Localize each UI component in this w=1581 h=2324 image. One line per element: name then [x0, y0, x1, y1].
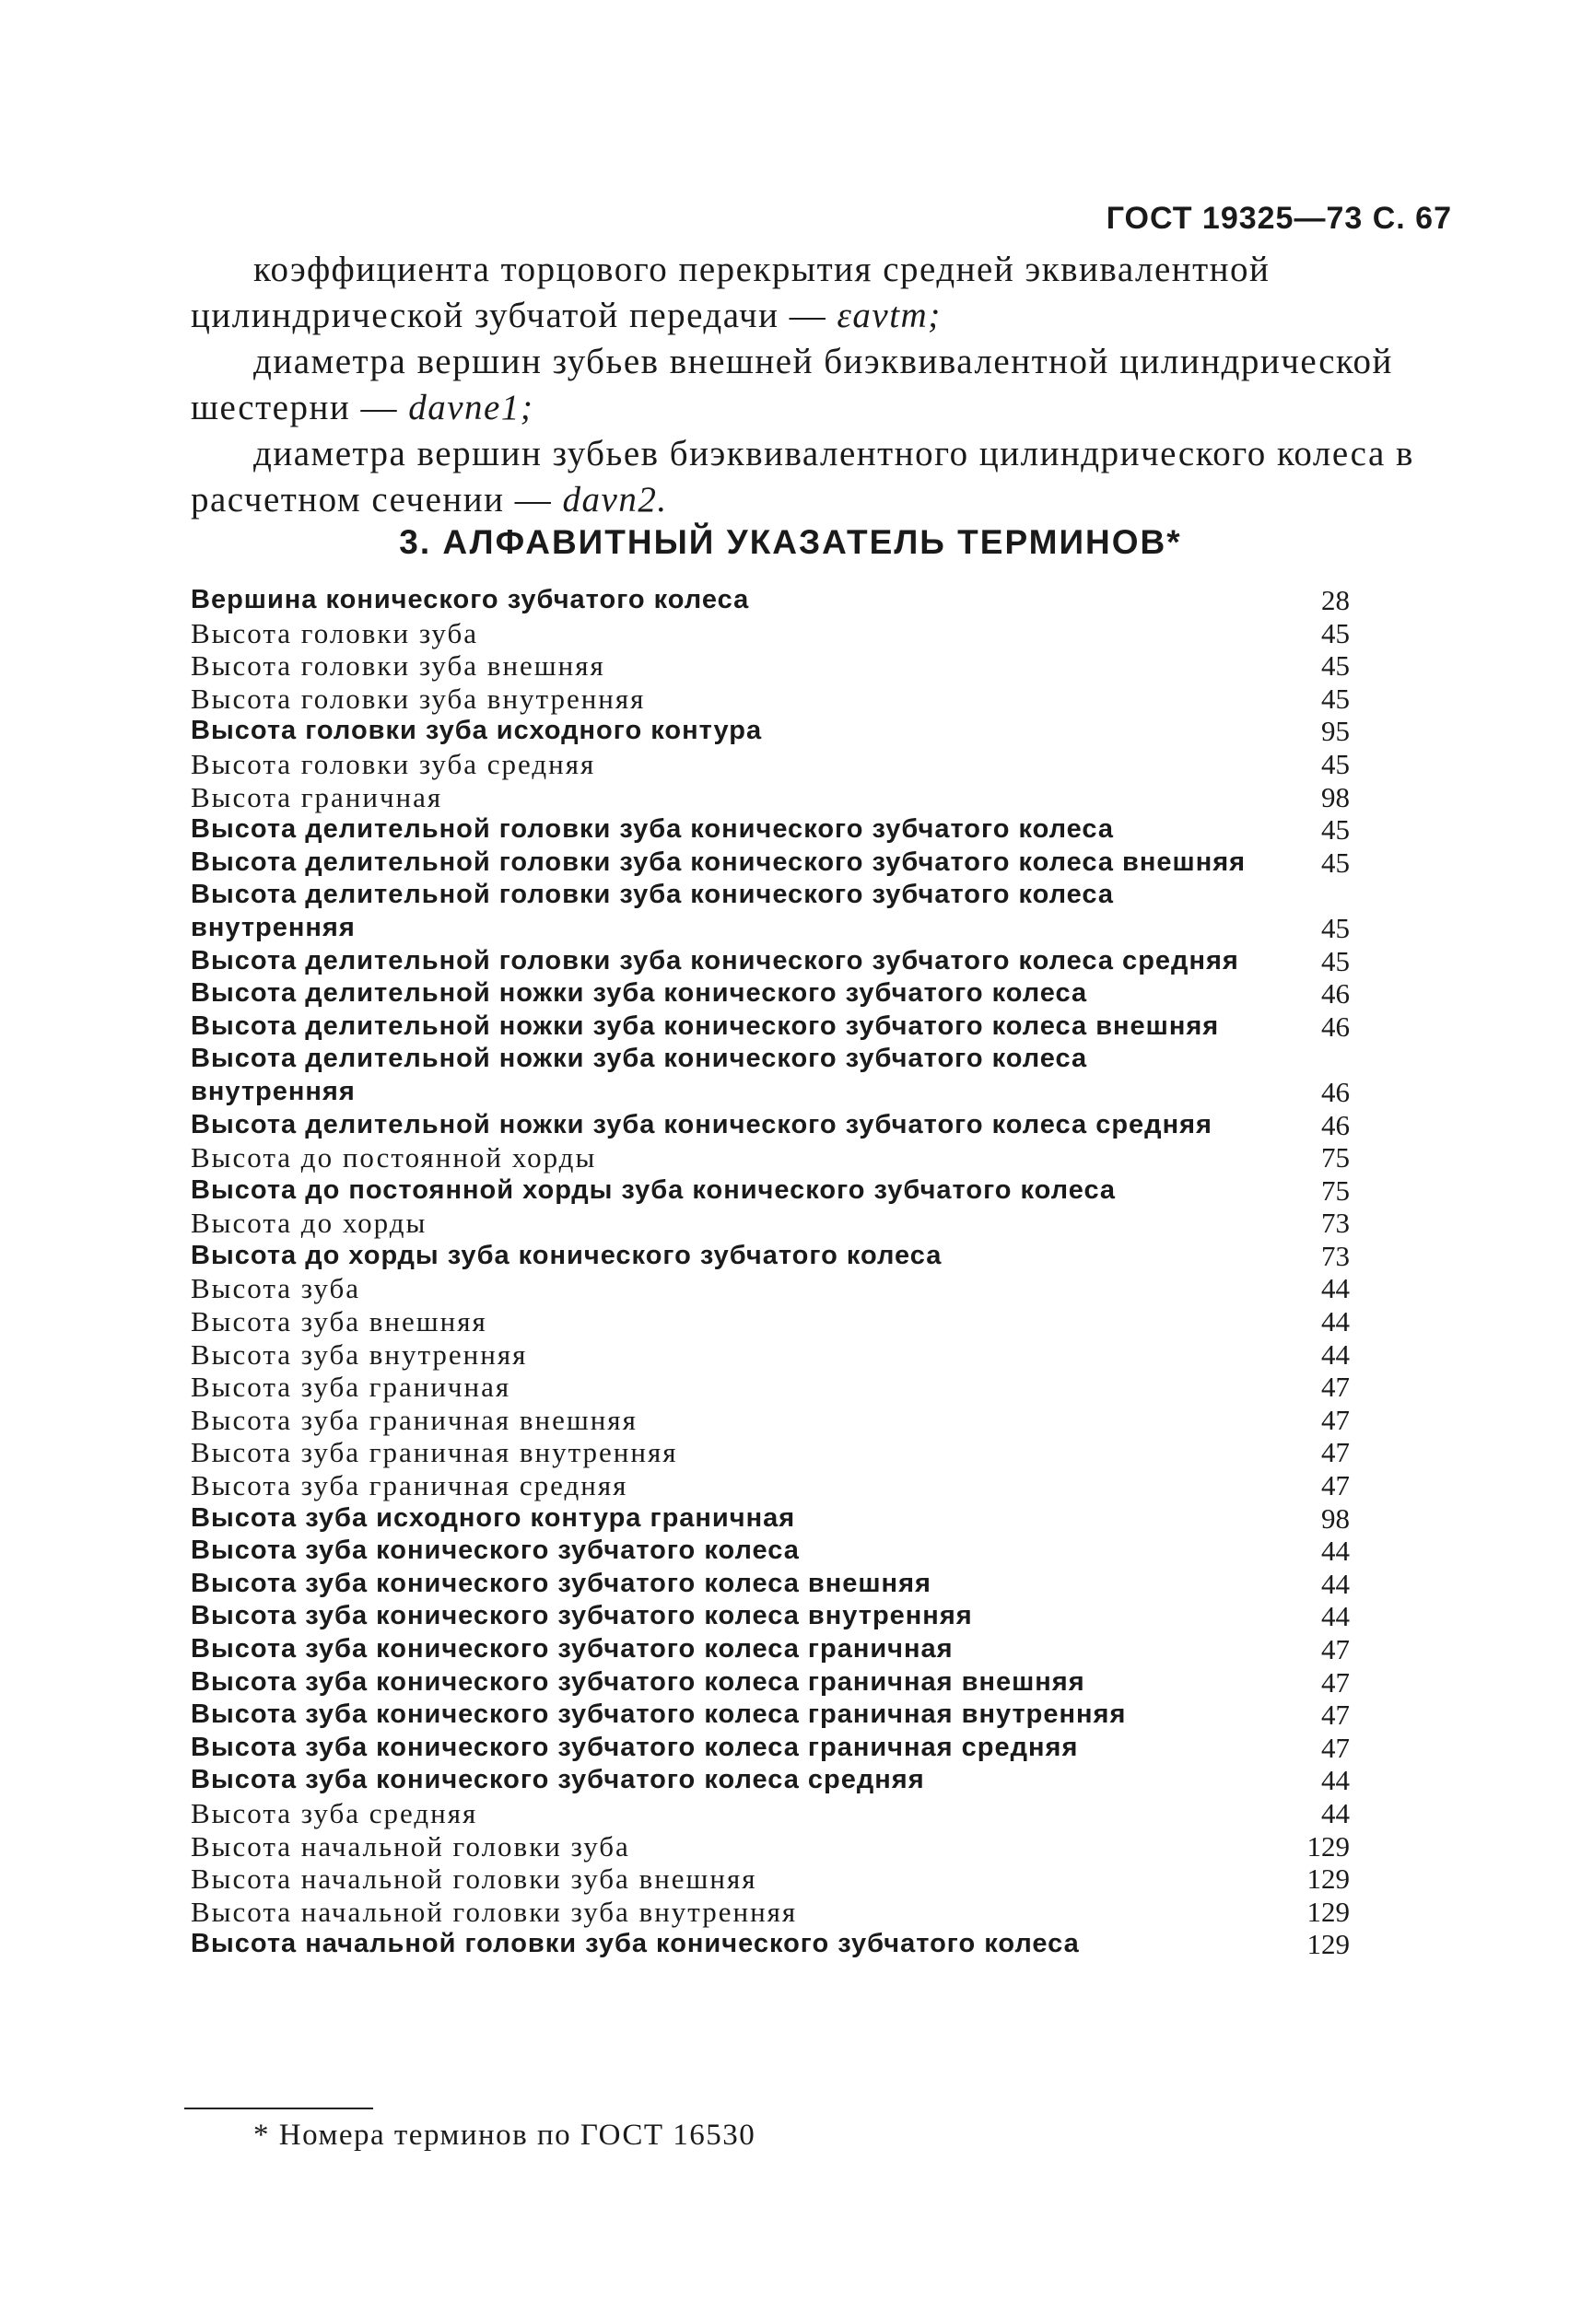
index-entry-term: Высота до постоянной хорды зуба конического зубчатого колеса: [191, 1174, 1117, 1205]
index-entry: [191, 1174, 1350, 1208]
index-entry-number: 46: [1321, 1075, 1350, 1108]
index-entry: [191, 1600, 1350, 1633]
index-entry-term: Высота зуба средняя: [191, 1796, 478, 1829]
index-entry: [191, 715, 1350, 748]
intro-paragraph-2: [191, 339, 1453, 431]
index-entry-number: 47: [1321, 1371, 1350, 1404]
index-entry-term: Высота зуба граничная внутренняя: [191, 1436, 678, 1469]
index-entry-number: 47: [1321, 1403, 1350, 1436]
index-entry: [191, 617, 1350, 650]
index-entry-number: 46: [1321, 977, 1350, 1010]
index-entry-term: Высота начальной головки зуба внешняя: [191, 1863, 757, 1896]
index-entry-term: Высота делительной ножки зуба конического зубчатого колеса: [191, 978, 1088, 1009]
index-entry: [191, 1633, 1350, 1666]
index-entry: [191, 977, 1350, 1010]
index-entry: [191, 1896, 1350, 1929]
index-entry-number: 47: [1321, 1731, 1350, 1764]
index-entry: [191, 1830, 1350, 1863]
index-entry-number: 44: [1321, 1305, 1350, 1338]
index-entry: [191, 1043, 1350, 1108]
index-entry-term: Высота начальной головки зуба конического зубчатого колеса: [191, 1929, 1080, 1959]
index-entry-term: Высота зуба конического зубчатого колеса внутренняя: [191, 1601, 973, 1631]
index-entry-term: Высота зуба конического зубчатого колеса граничная средняя: [191, 1732, 1079, 1762]
index-entry: [191, 1240, 1350, 1273]
index-entry: [191, 1272, 1350, 1305]
index-entry-term: Высота зуба конического зубчатого колеса граничная: [191, 1634, 954, 1664]
index-entry-number: 44: [1321, 1337, 1350, 1371]
index-entry: [191, 748, 1350, 781]
index-entry-term: Высота делительной головки зуба конического зубчатого колеса: [191, 814, 1115, 845]
index-entry-term: Высота головки зуба внутренняя: [191, 682, 646, 715]
index-entry-number: 45: [1321, 616, 1350, 649]
index-entry: [191, 683, 1350, 716]
index-entry-number: 47: [1321, 1633, 1350, 1665]
index-entry-term: Высота граничная: [191, 780, 443, 813]
index-entry: [191, 1338, 1350, 1372]
symbol-epsilon-avtm: εavtm;: [837, 296, 942, 335]
term-index: [191, 584, 1350, 1961]
intro-paragraph-3-text: диаметра вершин зубьев биэквивалентного цилиндрического колеса в расчетном сечении —: [191, 434, 1414, 520]
index-entry-number: 75: [1321, 1141, 1350, 1174]
index-entry: [191, 1207, 1350, 1240]
index-entry: [191, 649, 1350, 683]
index-entry-term: Высота зуба конического зубчатого колеса граничная внешняя: [191, 1666, 1085, 1697]
index-entry-term: Высота до постоянной хорды: [191, 1141, 597, 1174]
index-entry-term: Высота начальной головки зуба: [191, 1829, 630, 1863]
index-entry: [191, 945, 1350, 978]
symbol-davn2: davn2.: [562, 480, 668, 520]
index-entry-term: Высота зуба конического зубчатого колеса: [191, 1536, 800, 1566]
index-entry-number: 28: [1321, 584, 1350, 616]
index-entry-term: Высота зуба граничная средняя: [191, 1469, 628, 1502]
index-entry: [191, 1666, 1350, 1699]
index-entry: [191, 1404, 1350, 1437]
index-entry-term: Высота головки зуба: [191, 616, 479, 649]
index-entry-term: Вершина конического зубчатого колеса: [191, 585, 750, 614]
index-entry-term: Высота головки зуба средняя: [191, 747, 596, 780]
intro-paragraph-1: [191, 247, 1453, 339]
index-entry-term: Высота до хорды зуба конического зубчатого колеса: [191, 1240, 943, 1270]
index-entry: [191, 1863, 1350, 1896]
index-entry: [191, 1305, 1350, 1338]
index-entry: [191, 1732, 1350, 1765]
index-entry-number: 98: [1321, 1501, 1350, 1535]
index-entry-number: 44: [1321, 1535, 1350, 1568]
index-entry-term: Высота зуба конического зубчатого колеса граничная внутренняя: [191, 1699, 1127, 1730]
index-entry: [191, 584, 1350, 617]
index-entry-number: 44: [1321, 1600, 1350, 1633]
index-entry-number: 95: [1321, 715, 1350, 748]
index-entry-number: 47: [1321, 1436, 1350, 1469]
index-entry-number: 73: [1321, 1207, 1350, 1240]
index-entry-number: 47: [1321, 1469, 1350, 1502]
index-entry-number: 45: [1321, 911, 1350, 944]
index-entry: [191, 813, 1350, 847]
index-entry-number: 129: [1306, 1928, 1350, 1961]
index-entry-number: 44: [1321, 1567, 1350, 1600]
index-entry-term: Высота зуба: [191, 1272, 361, 1305]
index-entry-number: 129: [1306, 1895, 1350, 1928]
index-entry: [191, 1797, 1350, 1830]
index-entry-number: 44: [1321, 1796, 1350, 1829]
symbol-davne1: davne1;: [408, 388, 534, 427]
index-entry-term: Высота делительной головки зуба конического зубчатого колеса средняя: [191, 945, 1239, 975]
index-entry: [191, 1371, 1350, 1404]
footnote-divider: [184, 2108, 373, 2109]
index-entry-term: Высота начальной головки зуба внутренняя: [191, 1895, 798, 1928]
index-entry: [191, 847, 1350, 880]
index-entry-term: Высота зуба граничная внешняя: [191, 1403, 638, 1436]
index-entry-term: Высота зуба внешняя: [191, 1305, 487, 1338]
index-entry-term: Высота зуба граничная: [191, 1371, 511, 1404]
index-entry-number: 73: [1321, 1239, 1350, 1272]
intro-paragraph-2-text: диаметра вершин зубьев внешней биэквивалентной цилиндрической шестерни —: [191, 342, 1393, 427]
section-title: 3. АЛФАВИТНЫЙ УКАЗАТЕЛЬ ТЕРМИНОВ*: [399, 523, 1182, 561]
index-entry: [191, 1699, 1350, 1732]
index-entry-term: Высота делительной ножки зуба конического зубчатого колеса внешняя: [191, 1010, 1220, 1041]
index-entry-number: 45: [1321, 649, 1350, 683]
index-entry: [191, 1109, 1350, 1142]
index-entry-term: Высота зуба исходного контура граничная: [191, 1502, 796, 1533]
index-entry: [191, 1141, 1350, 1174]
index-entry-number: 46: [1321, 1108, 1350, 1141]
index-entry-number: 129: [1306, 1829, 1350, 1863]
index-entry-number: 45: [1321, 747, 1350, 780]
index-entry-number: 75: [1321, 1174, 1350, 1207]
intro-paragraph-3: [191, 431, 1453, 523]
index-entry-number: 46: [1321, 1010, 1350, 1043]
index-entry: [191, 1568, 1350, 1601]
index-entry-number: 45: [1321, 813, 1350, 847]
index-entry: [191, 781, 1350, 814]
index-entry: [191, 1469, 1350, 1502]
index-entry-term: Высота до хорды: [191, 1207, 427, 1240]
index-entry-number: 129: [1306, 1863, 1350, 1896]
index-entry-term: Высота делительной ножки зуба конического зубчатого колеса внутренняя: [191, 1044, 1088, 1106]
index-entry-number: 45: [1321, 846, 1350, 879]
index-entry-term: Высота зуба конического зубчатого колеса средняя: [191, 1765, 925, 1795]
index-entry: [191, 1535, 1350, 1568]
intro-paragraph-1-text: коэффициента торцового перекрытия средней эквивалентной цилиндрической зубчатой передачи —: [191, 250, 1271, 335]
index-entry-term: Высота делительной головки зуба конического зубчатого колеса внешняя: [191, 847, 1247, 877]
index-entry: [191, 1436, 1350, 1469]
index-entry-number: 45: [1321, 944, 1350, 977]
index-entry-term: Высота головки зуба исходного контура: [191, 716, 763, 746]
index-entry-term: Высота головки зуба внешняя: [191, 649, 605, 683]
page-header: ГОСТ 19325—73 С. 67: [1106, 201, 1452, 236]
index-entry-number: 44: [1321, 1272, 1350, 1305]
index-entry: [191, 1764, 1350, 1797]
index-entry-term: Высота зуба внутренняя: [191, 1337, 528, 1371]
footnote: * Номера терминов по ГОСТ 16530: [253, 2119, 756, 2152]
index-entry-term: Высота делительной головки зуба конического зубчатого колеса внутренняя: [191, 880, 1115, 942]
index-entry-number: 98: [1321, 780, 1350, 813]
index-entry-number: 47: [1321, 1699, 1350, 1732]
index-entry-number: 47: [1321, 1665, 1350, 1699]
index-entry-term: Высота делительной ножки зуба конического зубчатого колеса средняя: [191, 1109, 1212, 1139]
index-entry-term: Высота зуба конического зубчатого колеса внешняя: [191, 1568, 931, 1598]
index-entry: [191, 1928, 1350, 1961]
index-entry-number: 44: [1321, 1764, 1350, 1797]
intro-text: [191, 247, 1453, 523]
index-entry: [191, 1502, 1350, 1536]
index-entry-number: 45: [1321, 682, 1350, 715]
index-entry: [191, 1010, 1350, 1044]
index-entry: [191, 879, 1350, 944]
